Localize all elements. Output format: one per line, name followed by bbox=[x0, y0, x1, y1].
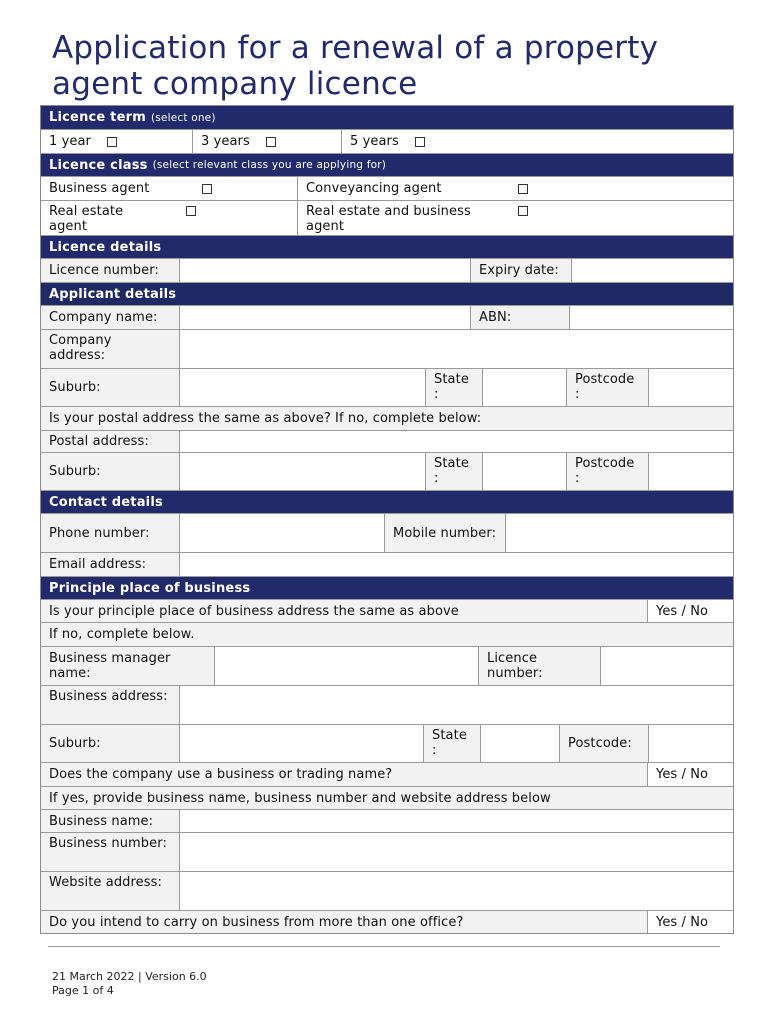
application-form bbox=[40, 105, 734, 934]
manager-row bbox=[41, 646, 733, 685]
licence-class-note: (select relevant class you are applying for) bbox=[152, 159, 387, 171]
business-address-label: Business address: bbox=[41, 686, 179, 724]
licence-details-row bbox=[41, 258, 733, 282]
postcode-label: Postcode : bbox=[566, 369, 648, 406]
business-state-field[interactable] bbox=[480, 725, 559, 762]
if-yes-instruction: If yes, provide business name, business number and website address below bbox=[41, 787, 733, 809]
manager-licence-field[interactable] bbox=[600, 647, 733, 685]
checkbox-1-year[interactable] bbox=[107, 137, 117, 147]
footer-page-number: Page 1 of 4 bbox=[52, 984, 114, 997]
footer bbox=[52, 970, 207, 998]
licence-class-row-1 bbox=[41, 176, 733, 200]
business-postcode-field[interactable] bbox=[648, 725, 733, 762]
licence-term-heading: Licence term bbox=[49, 110, 146, 125]
business-number-field[interactable] bbox=[179, 833, 733, 871]
contact-details-heading: Contact details bbox=[41, 491, 733, 513]
website-label: Website address: bbox=[41, 872, 179, 910]
term-option-3-years[interactable]: 3 years bbox=[192, 130, 341, 153]
email-field[interactable] bbox=[179, 553, 733, 576]
term-option-1-year[interactable]: 1 year bbox=[41, 130, 192, 153]
applicant-details-header bbox=[41, 282, 733, 305]
expiry-date-field[interactable] bbox=[571, 259, 733, 282]
licence-class-heading: Licence class bbox=[49, 157, 148, 173]
footer-divider bbox=[48, 946, 720, 947]
expiry-date-label: Expiry date: bbox=[470, 259, 571, 282]
state-label: State : bbox=[425, 369, 482, 406]
company-name-field[interactable] bbox=[179, 306, 470, 329]
licence-class-row-2 bbox=[41, 200, 733, 235]
principle-place-header bbox=[41, 576, 733, 599]
phone-row bbox=[41, 513, 733, 552]
manager-licence-label: Licence number: bbox=[478, 647, 600, 685]
applicant-details-heading: Applicant details bbox=[41, 283, 733, 305]
licence-details-heading: Licence details bbox=[41, 236, 733, 258]
business-suburb-label: Suburb: bbox=[41, 725, 179, 762]
company-address-label: Company address: bbox=[41, 330, 179, 368]
postal-question-row bbox=[41, 406, 733, 430]
checkbox-3-years[interactable] bbox=[266, 137, 276, 147]
checkbox-real-estate-business-agent[interactable] bbox=[518, 206, 528, 216]
email-row bbox=[41, 552, 733, 576]
suburb-row bbox=[41, 368, 733, 406]
postal-question: Is your postal address the same as above? If no, complete below: bbox=[41, 407, 733, 430]
contact-details-header bbox=[41, 490, 733, 513]
business-name-row bbox=[41, 809, 733, 832]
office-yes-no[interactable]: Yes / No bbox=[647, 911, 733, 933]
suburb-label: Suburb: bbox=[41, 369, 179, 406]
footer-date-version: 21 March 2022 | Version 6.0 bbox=[52, 970, 207, 983]
mobile-label: Mobile number: bbox=[384, 514, 505, 552]
abn-label: ABN: bbox=[470, 306, 569, 329]
postal-suburb-label: Suburb: bbox=[41, 453, 179, 490]
licence-number-field[interactable] bbox=[179, 259, 470, 282]
if-no-row bbox=[41, 622, 733, 646]
trading-name-row bbox=[41, 762, 733, 786]
business-suburb-row bbox=[41, 724, 733, 762]
licence-term-header bbox=[41, 106, 733, 129]
checkbox-conveyancing-agent[interactable] bbox=[518, 184, 528, 194]
checkbox-5-years[interactable] bbox=[415, 137, 425, 147]
company-address-row bbox=[41, 329, 733, 368]
business-name-label: Business name: bbox=[41, 810, 179, 832]
business-name-field[interactable] bbox=[179, 810, 733, 832]
postal-address-label: Postal address: bbox=[41, 431, 179, 452]
page-title: Application for a renewal of a property agent company licence bbox=[52, 30, 659, 102]
same-address-question: Is your principle place of business address the same as above bbox=[41, 600, 647, 622]
manager-name-field[interactable] bbox=[214, 647, 478, 685]
class-option-conveyancing-agent[interactable]: Conveyancing agent bbox=[297, 177, 733, 200]
business-address-row bbox=[41, 685, 733, 724]
website-row bbox=[41, 871, 733, 910]
postal-state-field[interactable] bbox=[482, 453, 566, 490]
business-number-row bbox=[41, 832, 733, 871]
class-option-real-estate-agent[interactable]: Real estate agent bbox=[41, 201, 297, 235]
term-option-5-years[interactable]: 5 years bbox=[341, 130, 733, 153]
business-number-label: Business number: bbox=[41, 833, 179, 871]
office-question: Do you intend to carry on business from more than one office? bbox=[41, 911, 647, 933]
business-suburb-field[interactable] bbox=[179, 725, 423, 762]
business-address-field[interactable] bbox=[179, 686, 733, 724]
business-state-label: State : bbox=[423, 725, 480, 762]
state-field[interactable] bbox=[482, 369, 566, 406]
company-name-row bbox=[41, 305, 733, 329]
licence-term-options bbox=[41, 129, 733, 153]
same-address-yes-no[interactable]: Yes / No bbox=[647, 600, 733, 622]
checkbox-business-agent[interactable] bbox=[202, 184, 212, 194]
business-postcode-label: Postcode: bbox=[559, 725, 648, 762]
postal-suburb-field[interactable] bbox=[179, 453, 425, 490]
company-address-field[interactable] bbox=[179, 330, 733, 368]
licence-class-header bbox=[41, 153, 733, 176]
company-name-label: Company name: bbox=[41, 306, 179, 329]
postcode-field[interactable] bbox=[648, 369, 733, 406]
class-option-business-agent[interactable]: Business agent bbox=[41, 177, 297, 200]
if-no-instruction: If no, complete below. bbox=[41, 623, 733, 646]
postal-postcode-label: Postcode : bbox=[566, 453, 648, 490]
principle-place-heading: Principle place of business bbox=[41, 577, 733, 599]
postal-state-label: State : bbox=[425, 453, 482, 490]
postal-address-row bbox=[41, 430, 733, 452]
postal-address-field[interactable] bbox=[179, 431, 733, 452]
email-label: Email address: bbox=[41, 553, 179, 576]
class-option-real-estate-business-agent[interactable]: Real estate and business agent bbox=[297, 201, 733, 235]
manager-name-label: Business manager name: bbox=[41, 647, 214, 685]
licence-number-label: Licence number: bbox=[41, 259, 179, 282]
postal-postcode-field[interactable] bbox=[648, 453, 733, 490]
mobile-field[interactable] bbox=[505, 514, 733, 552]
licence-details-header bbox=[41, 235, 733, 258]
checkbox-real-estate-agent[interactable] bbox=[186, 206, 196, 216]
trading-name-question: Does the company use a business or trading name? bbox=[41, 763, 647, 786]
phone-label: Phone number: bbox=[41, 514, 179, 552]
website-field[interactable] bbox=[179, 872, 733, 910]
same-address-row bbox=[41, 599, 733, 622]
if-yes-row bbox=[41, 786, 733, 809]
suburb-field[interactable] bbox=[179, 369, 425, 406]
postal-suburb-row bbox=[41, 452, 733, 490]
abn-field[interactable] bbox=[569, 306, 733, 329]
phone-field[interactable] bbox=[179, 514, 384, 552]
office-row bbox=[41, 910, 733, 933]
licence-term-note: (select one) bbox=[150, 111, 216, 124]
trading-name-yes-no[interactable]: Yes / No bbox=[647, 763, 733, 786]
